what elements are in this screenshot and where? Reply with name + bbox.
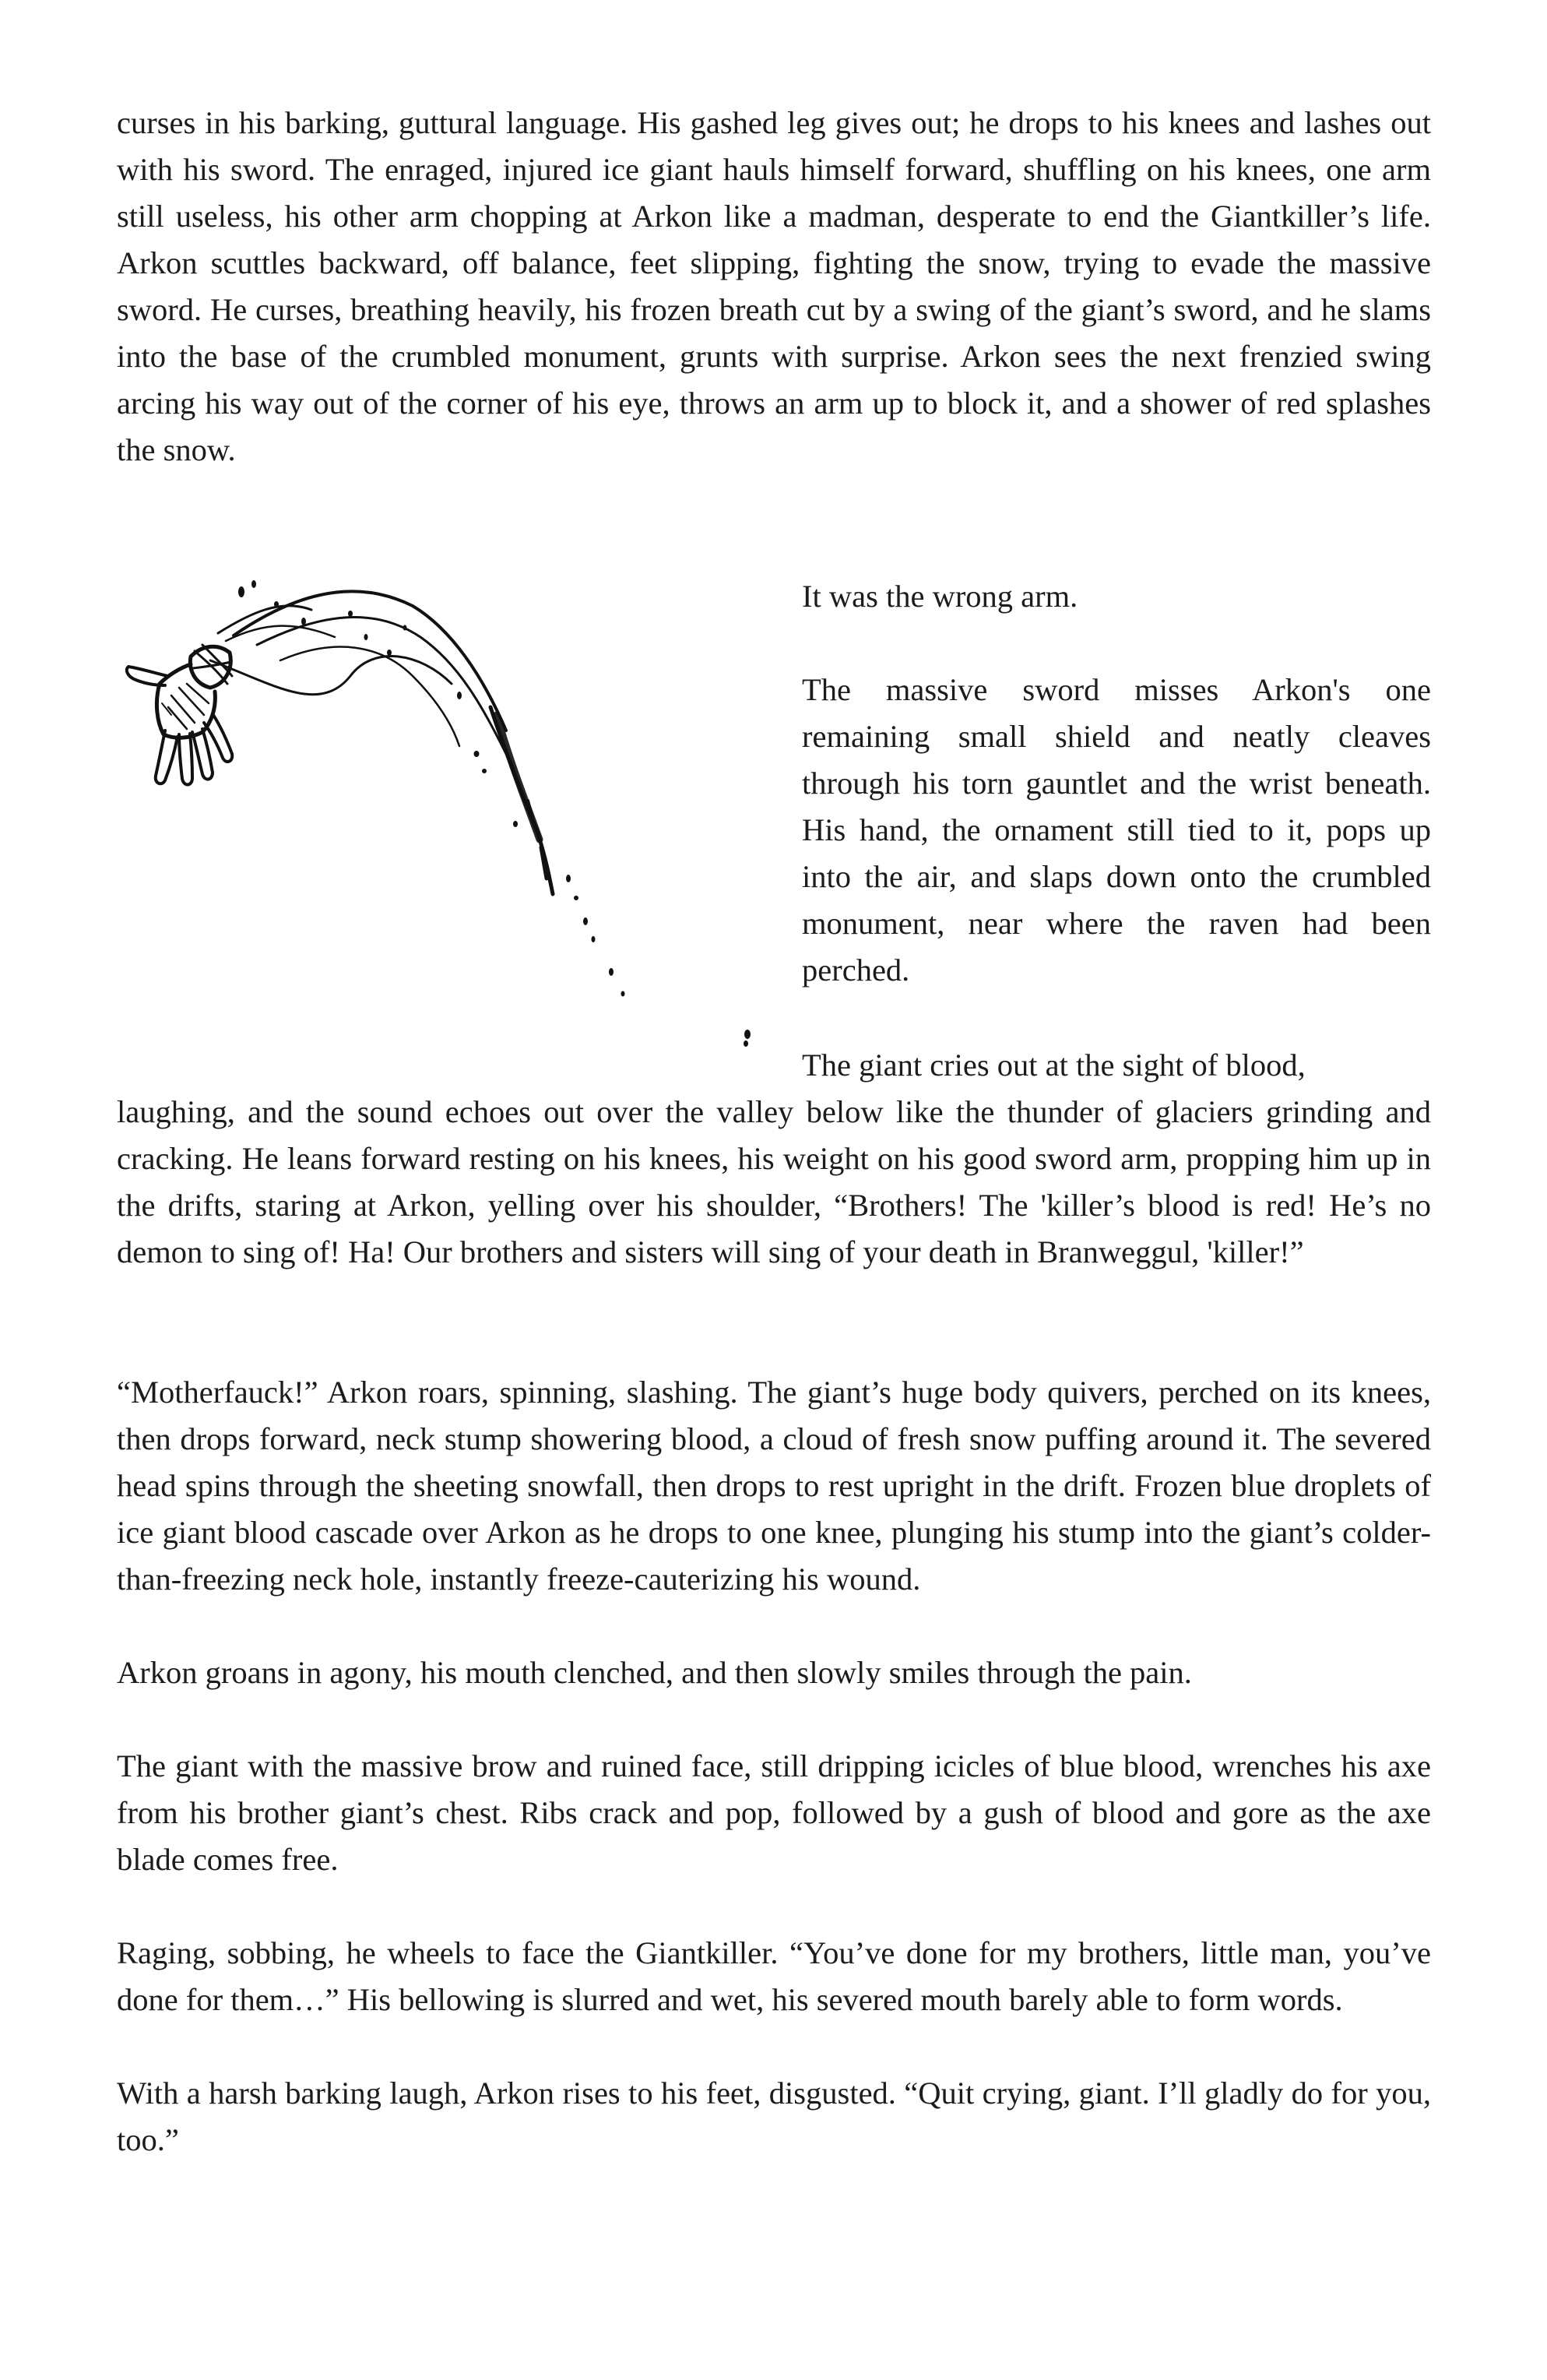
giant-cries-rest: laughing, and the sound echoes out over the valley below like the thunder of glaciers grinding and cracking. He leans forward resting on his knees, his weight on his good sword arm, propping him up in the drifts, staring at Arkon, yelling over his shoulder, “Brothers! The 'killer’s blood is red! He’s no demon to sing of! Ha! Our brothers and sisters will sing of your death in Branweggul, 'killer!” bbox=[117, 1094, 1431, 1269]
side-column bbox=[802, 573, 1431, 1040]
giant-cries-lead: The giant cries out at the sight of blood, bbox=[802, 1047, 1306, 1083]
paragraph-giant-cries bbox=[117, 1042, 1431, 1276]
paragraph-harsh-laugh: With a harsh barking laugh, Arkon rises to his feet, disgusted. “Quit crying, giant. I’ll gladly do for you, too.” bbox=[117, 2075, 1431, 2157]
paragraph-groans: Arkon groans in agony, his mouth clenched, and then slowly smiles through the pain. bbox=[117, 1655, 1192, 1690]
paragraph-opening: curses in his barking, guttural language. His gashed leg gives out; he drops to his knees and lashes out with his sword. The enraged, injured ice giant hauls himself forward, shuffling on his knees, one arm still useless, his other arm chopping at Arkon like a madman, desperate to end the Giantkiller’s life. Arkon scuttles backward, off balance, feet slipping, fighting the snow, trying to evade the massive sword. He curses, breathing heavily, his frozen breath cut by a swing of the giant’s sword, and he slams into the base of the crumbled monument, grunts with surprise. Arkon sees the next frenzied swing arcing his way out of the corner of his eye, throws an arm up to block it, and a shower of red splashes the snow. bbox=[117, 105, 1431, 467]
paragraph-sword-misses: The massive sword misses Arkon's one remaining small shield and neatly cleaves through his torn gauntlet and the wrist beneath. His hand, the ornament still tied to it, pops up into the air, and slaps down onto the crumbled monument, near where the raven had been perched. bbox=[802, 672, 1431, 988]
severed-hand-blood-arc-icon bbox=[117, 567, 794, 1070]
paragraph-wrong-arm: It was the wrong arm. bbox=[802, 579, 1078, 614]
lower-text bbox=[117, 1369, 1431, 2210]
paragraph-raging: Raging, sobbing, he wheels to face the Giantkiller. “You’ve done for my brothers, little man, you’ve done for them…” His bellowing is slurred and wet, his severed mouth barely able to form words. bbox=[117, 1935, 1431, 2017]
paragraph-massive-brow: The giant with the massive brow and ruined face, still dripping icicles of blue blood, wrenches his axe from his brother giant’s chest. Ribs crack and pop, followed by a gush of blood and gore as the axe blade comes free. bbox=[117, 1748, 1431, 1877]
severed-hand-illustration bbox=[117, 567, 794, 1070]
paragraph-motherfauck: “Motherfauck!” Arkon roars, spinning, slashing. The giant’s huge body quivers, perched on its knees, then drops forward, neck stump showering blood, a cloud of fresh snow puffing around it. The severed head spins through the sheeting snowfall, then drops to rest upright in the drift. Frozen blue droplets of ice giant blood cascade over Arkon as he drops to one knee, plunging his stump into the giant’s colder-than-freezing neck hole, instantly freeze-cauterizing his wound. bbox=[117, 1375, 1431, 1597]
